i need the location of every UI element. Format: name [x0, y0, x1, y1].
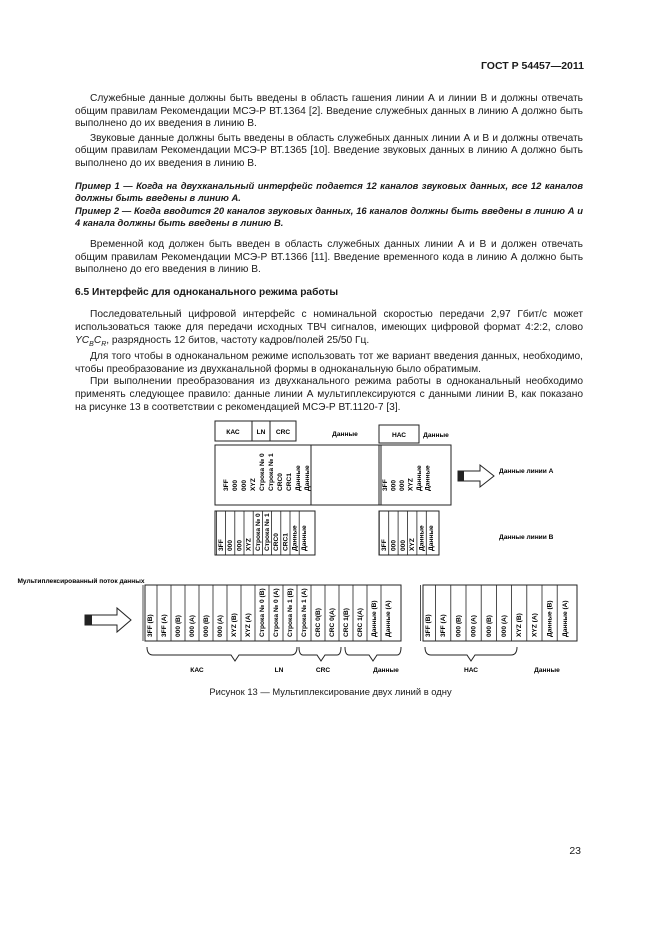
word-label: 3FF (A) [440, 614, 448, 637]
lineA-sav-words [382, 465, 432, 491]
word-label: 3FF [223, 479, 230, 491]
word-label: 000 (B) [175, 615, 182, 637]
label-crc-bottom: CRC [315, 667, 331, 674]
word-label: Данные [428, 525, 435, 551]
word-label: Данные [418, 525, 426, 551]
formula-part: YC [75, 334, 90, 346]
word-label: XYZ (A) [531, 613, 539, 637]
example-text: Пример 1 — Когда на двухканальный интерфейс подается 12 каналов звуковых данных, все 12 каналов должны быть введены в линию А. [75, 179, 583, 204]
word-label: Строка № 1 (B) [287, 588, 294, 637]
label-line-a: Данные линии А [499, 468, 554, 475]
word-label: 000 (A) [501, 615, 508, 637]
body-text [75, 93, 583, 414]
word-label: 000 (B) [455, 615, 463, 637]
word-label: 000 [390, 539, 398, 551]
word-label: 3FF [381, 539, 388, 551]
word-label: Строка № 1 [268, 453, 275, 491]
word-label: Строка № 0 [259, 453, 266, 491]
lineA-eav-words [223, 453, 311, 491]
label-data-top-2: Данные [423, 432, 449, 439]
word-label: 000 (B) [203, 615, 210, 637]
word-label: 000 (A) [189, 615, 196, 637]
word-label: XYZ [245, 538, 253, 551]
mux-eav-words [143, 585, 392, 641]
word-label: XYZ [407, 478, 415, 491]
label-data-top-1: Данные [332, 431, 358, 438]
word-label: Строка № 1 (A) [301, 588, 308, 637]
figure-13 [17, 415, 595, 675]
word-label: 000 [390, 479, 398, 491]
word-label: Данные [416, 465, 423, 491]
mux-sav-words [420, 585, 568, 641]
word-label: CRC1 [282, 533, 290, 551]
multiplex-diagram [17, 415, 595, 675]
word-label: Строка № 0 [254, 513, 262, 551]
word-label: CRC 0(A) [329, 608, 336, 637]
word-label: CRC 1(A) [357, 608, 364, 637]
word-label: 000 [227, 539, 235, 551]
section-title: 6.5 Интерфейс для одноканального режима работы [75, 286, 339, 298]
word-label: Данные [300, 525, 308, 551]
word-label: Строка № 1 [264, 513, 271, 551]
label-nas-top: НАС [391, 432, 407, 439]
paragraph: Временной код должен быть введен в область служебных данных линии А и В и должен отвечать общим правилам Рекомендации МСЭ-Р ВТ.1366 [11]. Введение временного кода в линию А должно быть выполнено до его введения в линию В. [75, 238, 583, 276]
word-label: 000 (B) [485, 615, 493, 637]
word-label: Данные [424, 465, 432, 491]
word-label: Данные [304, 465, 311, 491]
word-label: 000 (A) [470, 615, 478, 637]
word-label: 000 [241, 479, 248, 491]
word-label: XYZ [409, 538, 417, 551]
word-label: Данные [291, 525, 299, 551]
label-ln-bottom: LN [274, 667, 284, 674]
word-label: Данные (B) [546, 600, 554, 637]
word-label: CRC0 [277, 473, 284, 491]
label-crc-top: CRC [275, 429, 291, 436]
formula-sub: B [89, 340, 94, 348]
word-label: 000 (A) [217, 615, 224, 637]
label-kas-top: КАС [226, 429, 240, 436]
word-label: XYZ [250, 478, 257, 491]
paragraph: Звуковые данные должны быть введены в область служебных данных линии А и В и должны отвечать общим правилам Рекомендации МСЭ-Р ВТ.1365 [10]. Введение звуковых данных в линию А должно быть выполнено до их введения в линию В. [75, 132, 583, 169]
word-label: 000 [236, 539, 244, 551]
word-label: XYZ (B) [231, 613, 238, 637]
paragraph: Для того чтобы в одноканальном режиме использовать тот же вариант введения данных, необходимо, чтобы преобразование из двухканальной формы в одноканальную было обратимым. [75, 351, 583, 375]
paragraph-part: , разрядность 12 битов, частоту кадров/полей 25/50 Гц. [106, 334, 370, 346]
lineB-eav-words [216, 511, 307, 555]
label-line-b: Данные линии В [499, 534, 554, 541]
arrow-line-a [458, 465, 494, 487]
formula-part: C [93, 334, 102, 346]
word-label: Данные [295, 465, 302, 491]
word-label: XYZ (A) [245, 613, 252, 637]
word-label: CRC 1(B) [343, 608, 350, 637]
paragraph [75, 309, 583, 351]
word-label: 3FF [382, 479, 389, 491]
word-label: CRC1 [286, 473, 293, 491]
word-label: Данные (A) [385, 600, 392, 637]
arrow-mux [85, 608, 131, 632]
label-kas-bottom: КАС [190, 667, 204, 674]
bottom-braces [147, 647, 517, 661]
word-label: 000 [399, 539, 407, 551]
example-1 [75, 180, 583, 205]
label-ln-top: LN [256, 429, 266, 436]
word-label: CRC0 [273, 533, 281, 551]
paragraph-part: Последовательный цифровой интерфейс с номинальной скоростью передачи 2,97 Гбит/с может использоваться также для передачи исходных ТВЧ сигналов, имеющих цифровой формат 4:2:2, слово [75, 309, 583, 333]
label-mux-1: Мультиплексированный поток данных [17, 578, 145, 585]
label-data-bottom-1: Данные [373, 667, 399, 674]
label-nas-bottom: НАС [463, 667, 479, 674]
figure-caption: Рисунок 13 — Мультиплексирование двух линий в одну [209, 686, 452, 697]
word-label: 3FF (B) [147, 614, 154, 637]
word-label: CRC 0(B) [315, 608, 322, 637]
document-header: ГОСТ Р 54457—2011 [480, 60, 584, 72]
word-label: 3FF (A) [161, 614, 168, 637]
word-label: Строка № 0 (B) [259, 588, 266, 637]
page-number: 23 [569, 845, 581, 857]
word-label: Данные (A) [561, 600, 569, 637]
word-label: 000 [399, 479, 406, 491]
word-label: XYZ (B) [516, 613, 524, 637]
formula-sub: R [101, 340, 107, 348]
word-label: Строка № 0 (A) [273, 588, 280, 637]
paragraph: При выполнении преобразования из двухканального режима работы в одноканальный необходимо применять следующее правило: данные линии А мультиплексируются с данными линии В, как показано на рисунке 13 в соответствии с рекомендацией МСЭ-Р ВТ.1120-7 [3]. [75, 376, 583, 413]
word-label: 3FF (B) [425, 614, 432, 637]
example-text: Пример 2 — Когда вводится 20 каналов звуковых данных, 16 каналов должны быть введены в линию А и 4 канала должны быть введены в линию В. [75, 204, 583, 229]
word-label: 000 [232, 479, 239, 491]
label-data-bottom-2: Данные [534, 667, 560, 674]
word-label: Данные (B) [371, 600, 378, 637]
lineB-sav-words [379, 511, 435, 555]
paragraph: Служебные данные должны быть введены в область гашения линии А и линии В и должны отвечать общим правилам Рекомендации МСЭ-Р ВТ.1364 [2]. Введение служебных данных в линию А должно быть выполнено до их введения в линию В. [75, 93, 583, 130]
word-label: 3FF [218, 539, 225, 551]
example-2 [75, 205, 583, 230]
